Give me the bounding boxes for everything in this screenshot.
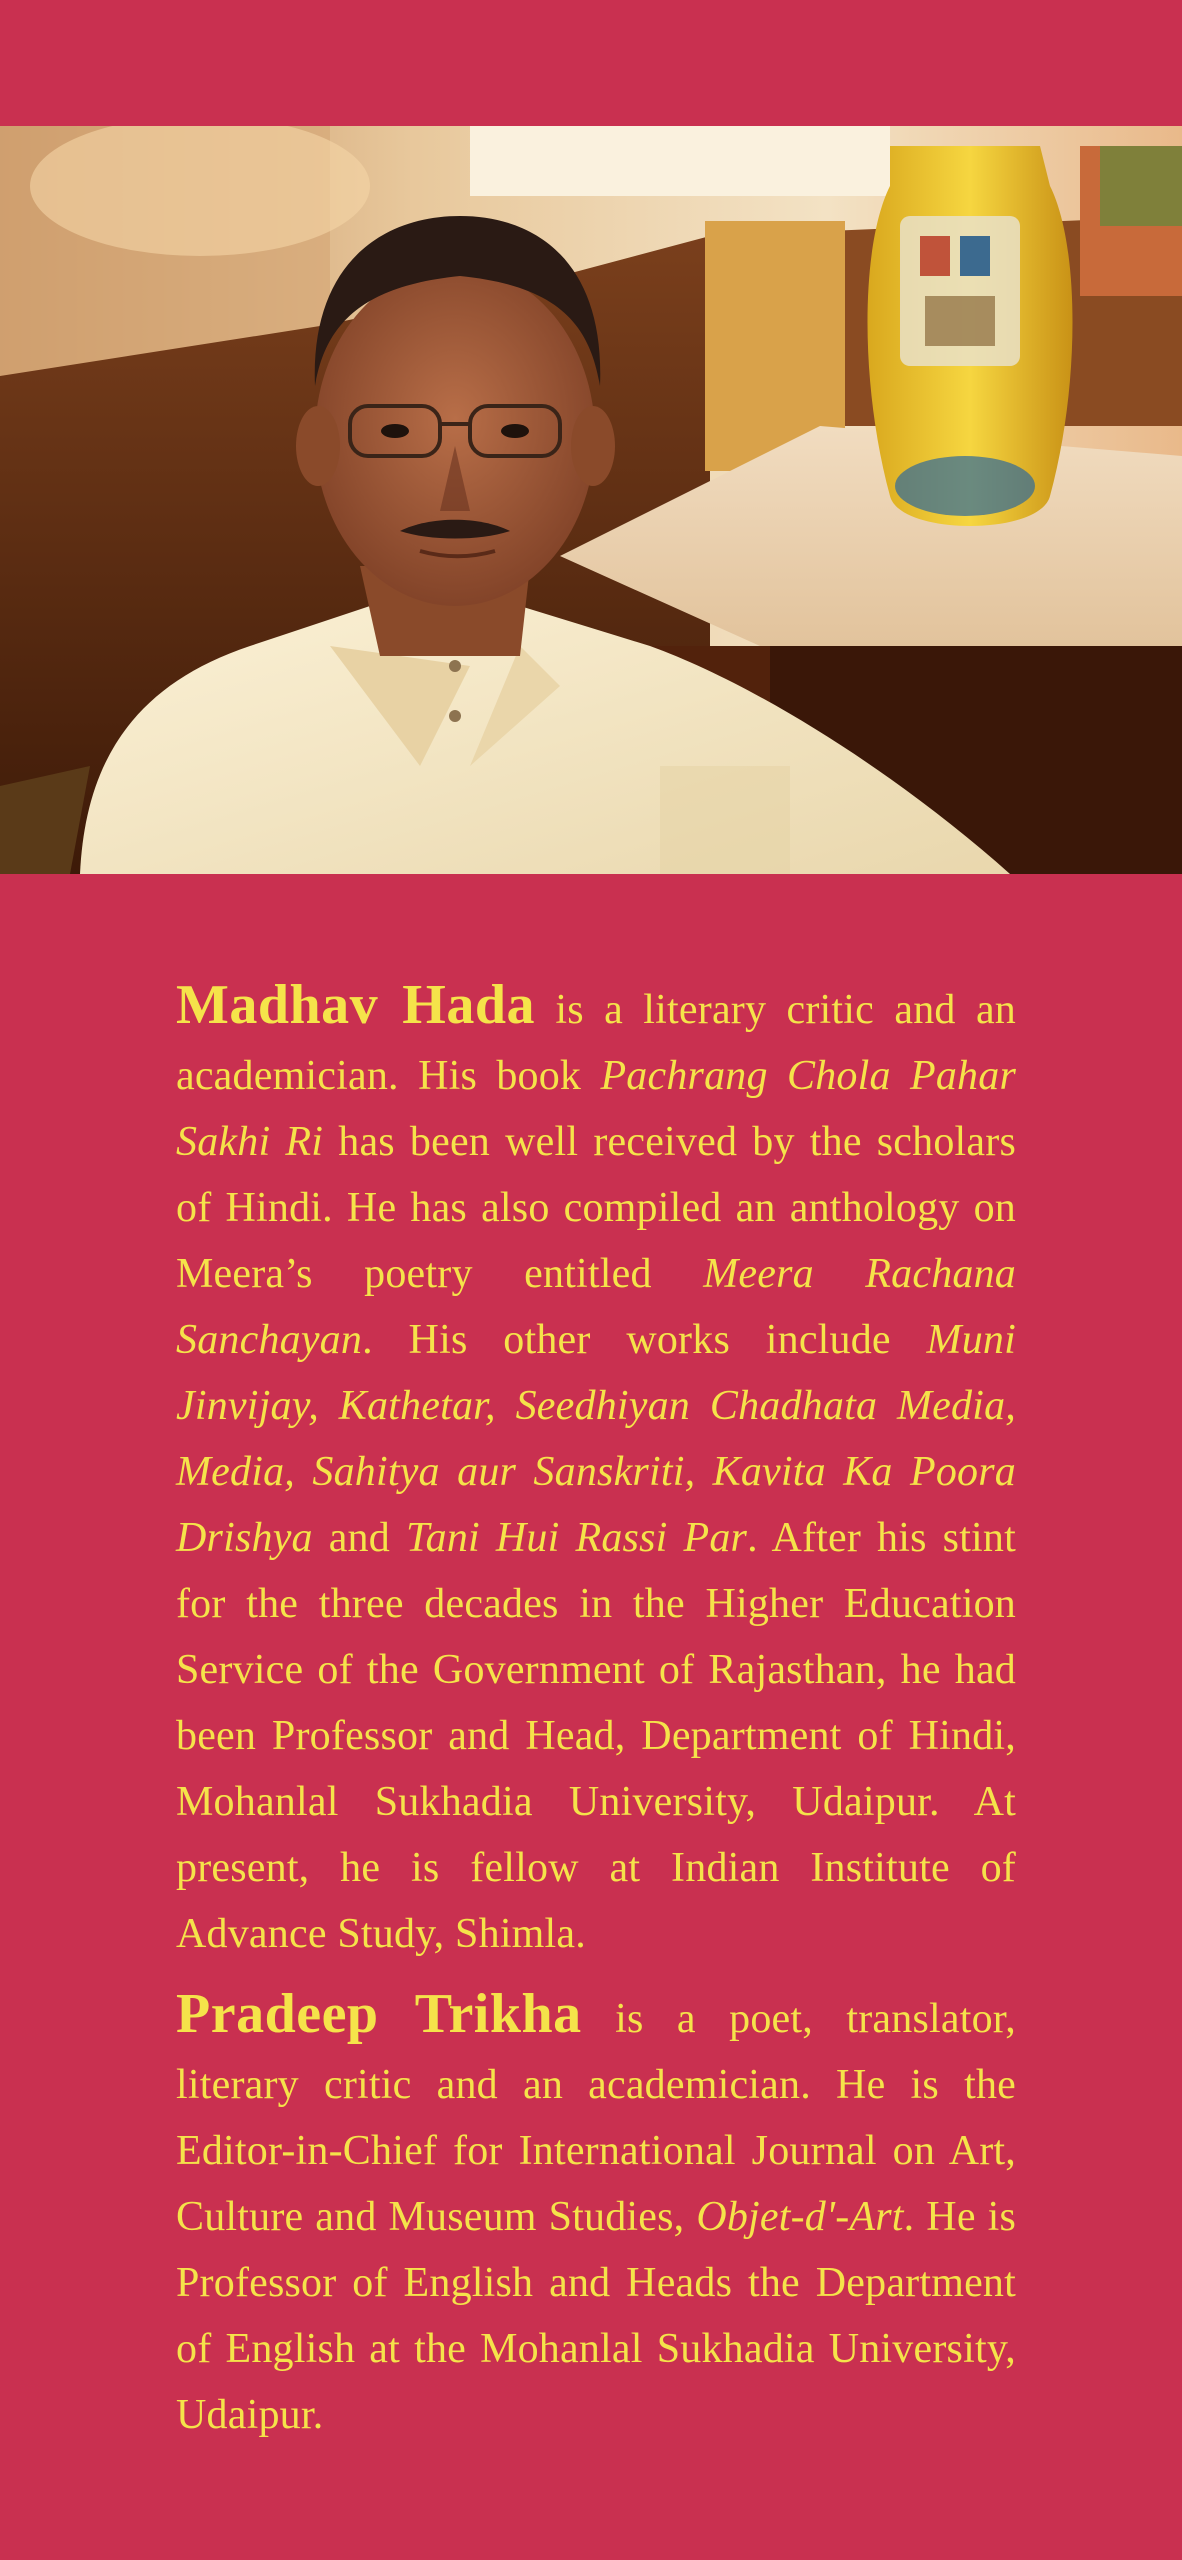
book-title: Meera Rachana Sanchayan [176, 1251, 1017, 1363]
bio-text: and [312, 1515, 406, 1561]
journal-title: Objet-d'-Art [696, 2194, 904, 2240]
bio-text: . He is Professor of English and Heads the Department of English at the Mohanlal Sukhadia University, Udaipur. [176, 2194, 1016, 2438]
bio-madhav-hada [176, 972, 1016, 1967]
book-title: Tani Hui Rassi Par [405, 1515, 748, 1561]
author-photo [0, 126, 1182, 874]
author-name: Pradeep Trikha [176, 1983, 582, 2045]
bio-text: . After his stint for the three decades in the Higher Education Service of the Government of Rajasthan, he had been Professor and Head, Department of Hindi, Mohanlal Sukhadia University, Udaipur. At present, he is fellow at Indian Institute of Advance Study, Shimla. [176, 1515, 1016, 1957]
bio-text: is a literary critic and an academician. His book [176, 987, 1016, 1099]
book-title: Pachrang Chola Pahar Sakhi Ri [176, 1053, 1017, 1165]
portrait-photo-icon [0, 126, 1182, 874]
bios-section [176, 972, 1016, 2448]
bio-text: has been well received by the scholars of Hindi. He has also compiled an anthology on Meera’s poetry entitled [176, 1119, 1016, 1297]
bio-text: is a poet, translator, literary critic and an academician. He is the Editor-in-Chief for International Journal on Art, Culture and Museum Studies, [176, 1996, 1017, 2240]
bio-pradeep-trikha [176, 1981, 1016, 2448]
bio-text: . His other works include [362, 1317, 927, 1363]
author-name: Madhav Hada [176, 974, 535, 1036]
book-titles: Muni Jinvijay, Kathetar, Seedhiyan Chadhata Media, Media, Sahitya aur Sanskriti, Kavita Ka Poora Drishya [176, 1317, 1016, 1561]
